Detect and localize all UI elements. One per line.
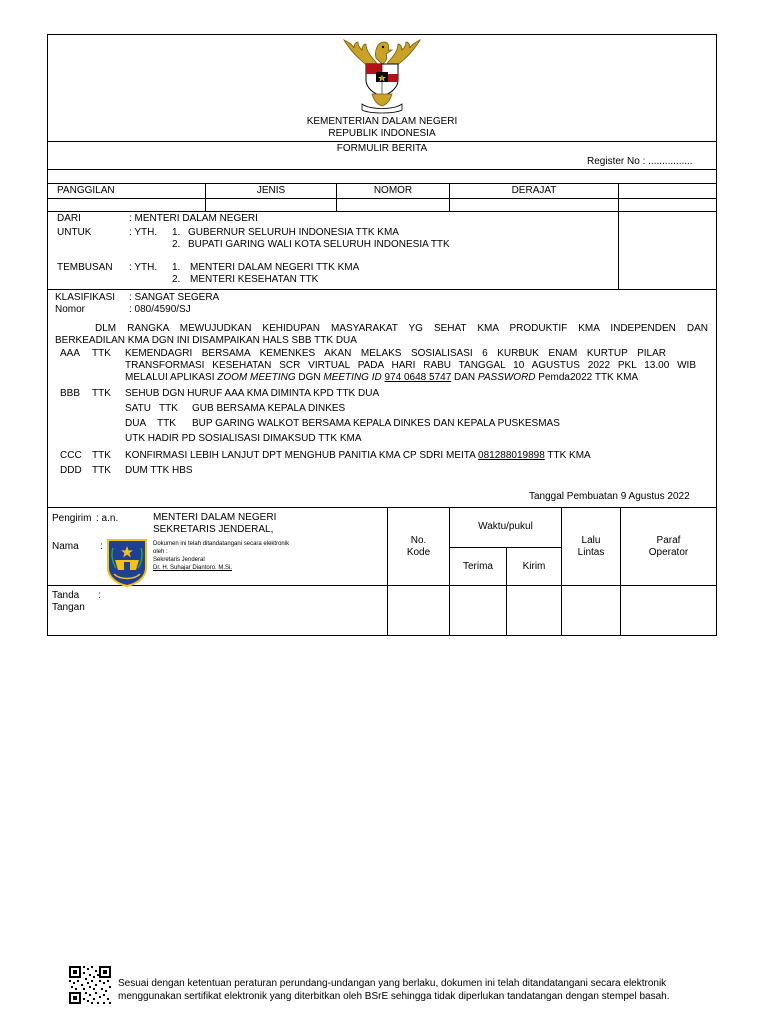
contact-phone: 081288019898: [478, 450, 545, 461]
tembusan-2-number: 2.: [172, 274, 181, 285]
ministry-name: KEMENTERIAN DALAM NEGERI: [306, 116, 458, 127]
satu-ttk: TTK: [159, 403, 178, 414]
satu-label: SATU: [125, 403, 151, 414]
untuk-yth: : YTH.: [129, 227, 158, 238]
aaa-line-2: TRANSFORMASI KESEHATAN SCR VIRTUAL PADA HARI RABU TANGGAL 10 AGUSTUS 2022 PKL 13.00 WIB: [125, 360, 696, 371]
intro-line-2: BERKEADILAN KMA DGN INI DISAMPAIKAN HALS SBB TTK DUA: [55, 335, 357, 346]
aaa-label: AAA: [60, 348, 81, 359]
esign-line-1: Dokumen ini telah ditandatangani secara elektronik: [153, 541, 290, 547]
esign-statement: [153, 540, 289, 572]
klasifikasi-value: : SANGAT SEGERA: [129, 292, 220, 303]
utk-text: UTK HADIR PD SOSIALISASI DIMAKSUD TTK KMA: [125, 433, 362, 444]
tembusan-1-number: 1.: [172, 262, 181, 273]
dari-label: DARI: [57, 213, 81, 224]
pengirim-label: Pengirim: [52, 513, 92, 524]
dari-value: : MENTERI DALAM NEGERI: [129, 213, 258, 224]
tembusan-1-text: MENTERI DALAM NEGERI TTK KMA: [190, 262, 360, 273]
untuk-label: UNTUK: [57, 227, 92, 238]
ccc-text: KONFIRMASI LEBIH LANJUT DPT MENGHUB PANITIA KMA CP SDRI MEITA 081288019898 TTK KMA: [125, 450, 591, 461]
operator-label: Operator: [648, 547, 689, 558]
dua-ttk: TTK: [157, 418, 176, 429]
nomor-label: Nomor: [55, 304, 86, 315]
garuda-emblem-icon: [336, 34, 428, 116]
ccc-label: CCC: [60, 450, 82, 461]
tembusan-yth: : YTH.: [129, 262, 158, 273]
dua-text: BUP GARING WALKOT BERSAMA KEPALA DINKES DAN KEPALA PUSKESMAS: [192, 418, 560, 429]
tanda-label: Tanda: [52, 590, 80, 601]
ccc-ttk: TTK: [92, 450, 111, 461]
nama-label: Nama: [52, 541, 79, 552]
ddd-ttk: TTK: [92, 465, 111, 476]
qr-code-icon: [68, 965, 112, 1005]
form-title: FORMULIR BERITA: [336, 143, 428, 154]
terima-label: Terima: [462, 561, 493, 572]
footer-line-1: Sesuai dengan ketentuan peraturan perundang-undangan yang berlaku, dokumen ini telah ditandatangani secara elektronik: [118, 978, 667, 989]
creation-date: Tanggal Pembuatan 9 Agustus 2022: [529, 491, 690, 502]
waktu-label: Waktu/pukul: [478, 521, 533, 532]
kemendagri-logo-icon: [106, 538, 148, 588]
bbb-label: BBB: [60, 388, 81, 399]
an-label: : a.n.: [96, 513, 119, 524]
esign-line-3: Sekretaris Jenderal: [153, 557, 205, 563]
intro-line-1: DLM RANGKA MEWUJUDKAN KEHIDUPAN MASYARAKAT YG SEHAT KMA PRODUKTIF KMA INDEPENDEN DAN: [95, 323, 708, 334]
ddd-label: DDD: [60, 465, 82, 476]
no-label: No.: [410, 535, 427, 546]
tanda-colon: :: [98, 590, 101, 601]
esign-line-2: oleh :: [153, 549, 168, 555]
kode-label: Kode: [406, 547, 431, 558]
tangan-label: Tangan: [52, 602, 85, 613]
tembusan-label: TEMBUSAN: [57, 262, 113, 273]
ddd-text: DUM TTK HBS: [125, 465, 193, 476]
sender-line-1: MENTERI DALAM NEGERI: [153, 512, 277, 523]
esign-signer-name: Dr. H. Suhajar Diantoro. M.Si.: [153, 565, 233, 571]
lintas-label: Lintas: [577, 547, 605, 558]
untuk-1-number: 1.: [172, 227, 181, 238]
footer-line-2: menggunakan sertifikat elektronik yang diterbitkan oleh BSrE sehingga tidak diperlukan tandatangan dengan stempel basah.: [118, 991, 670, 1002]
sender-line-2: SEKRETARIS JENDERAL,: [153, 524, 274, 535]
paraf-label: Paraf: [656, 535, 681, 546]
column-derajat: DERAJAT: [511, 185, 557, 196]
register-number: Register No : ................: [587, 156, 693, 167]
kirim-label: Kirim: [522, 561, 546, 572]
lalu-label: Lalu: [581, 535, 601, 546]
aaa-ttk: TTK: [92, 348, 111, 359]
tembusan-2-text: MENTERI KESEHATAN TTK: [190, 274, 319, 285]
satu-text: GUB BERSAMA KEPALA DINKES: [192, 403, 346, 414]
untuk-2-text: BUPATI GARING WALI KOTA SELURUH INDONESIA TTK: [188, 239, 450, 250]
column-jenis: JENIS: [256, 185, 286, 196]
column-panggilan: PANGGILAN: [57, 185, 115, 196]
nomor-value: : 080/4590/SJ: [129, 304, 191, 315]
klasifikasi-label: KLASIFIKASI: [55, 292, 116, 303]
bbb-text: SEHUB DGN HURUF AAA KMA DIMINTA KPD TTK DUA: [125, 388, 380, 399]
bbb-ttk: TTK: [92, 388, 111, 399]
dua-label: DUA: [125, 418, 147, 429]
column-nomor: NOMOR: [373, 185, 413, 196]
country-name: REPUBLIK INDONESIA: [328, 128, 436, 139]
nama-colon: :: [100, 541, 103, 552]
meeting-id: 974 0648 5747: [384, 372, 452, 383]
untuk-2-number: 2.: [172, 239, 181, 250]
untuk-1-text: GUBERNUR SELURUH INDONESIA TTK KMA: [188, 227, 399, 238]
aaa-line-1: KEMENDAGRI BERSAMA KEMENKES AKAN MELAKS SOSIALISASI 6 KURBUK ENAM KURTUP PILAR: [125, 348, 666, 359]
aaa-line-3: MELALUI APLIKASI ZOOM MEETING DGN MEETING ID 974 0648 5747 DAN PASSWORD Pemda2022 TTK KMA: [125, 372, 639, 383]
